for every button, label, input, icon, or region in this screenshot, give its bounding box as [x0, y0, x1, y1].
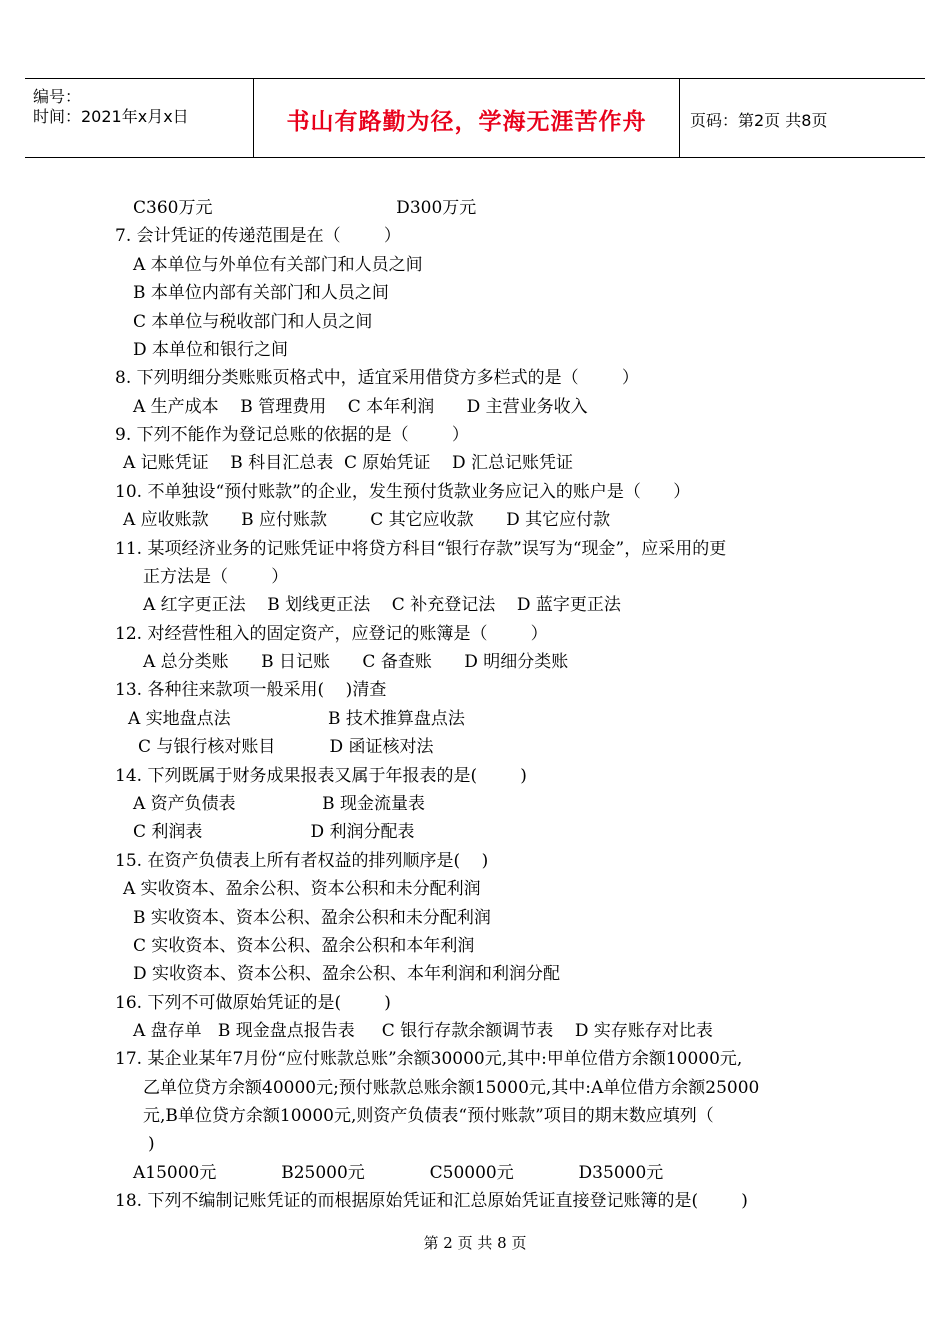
option-line: A 红字更正法 B 划线更正法 C 补充登记法 D 蓝字更正法	[143, 595, 621, 615]
option-line: D 实收资本、资本公积、盈余公积、本年利润和利润分配	[133, 964, 561, 984]
option-line: B 本单位内部有关部门和人员之间	[133, 283, 389, 303]
question-line-cont: 元,B单位贷方余额10000元,则资产负债表“预付账款”项目的期末数应填列（	[143, 1106, 714, 1126]
header-right-cell	[680, 79, 925, 157]
option-line: A 实地盘点法 B 技术推算盘点法	[128, 709, 465, 729]
option-line: D 本单位和银行之间	[133, 340, 289, 360]
option-line: A 实收资本、盈余公积、资本公积和未分配利润	[123, 879, 481, 899]
question-line: 10. 不单独设“预付账款”的企业，发生预付货款业务应记入的账户是（ ）	[115, 482, 691, 502]
time-label: 时间：2021年x月x日	[33, 107, 189, 126]
option-line: C 本单位与税收部门和人员之间	[133, 312, 373, 332]
option-line: A 记账凭证 B 科目汇总表 C 原始凭证 D 汇总记账凭证	[123, 453, 574, 473]
question-line-cont: 乙单位贷方余额40000元;预付账款总账余额15000元,其中:A单位借方余额25000	[143, 1078, 760, 1098]
question-line: 12. 对经营性租入的固定资产，应登记的账簿是（ ）	[115, 624, 548, 644]
page-label: 页码：第2页 共8页	[690, 111, 828, 130]
option-line: C 与银行核对账目 D 函证核对法	[138, 737, 434, 757]
option-line: A 资产负债表 B 现金流量表	[133, 794, 426, 814]
question-line-cont: 正方法是（ ）	[143, 567, 289, 587]
question-line-cont: )	[148, 1134, 155, 1154]
option-line: C 实收资本、资本公积、盈余公积和本年利润	[133, 936, 475, 956]
header-left-cell	[25, 79, 254, 157]
question-line: 8. 下列明细分类账账页格式中，适宜采用借贷方多栏式的是（ ）	[115, 368, 639, 388]
header-middle-cell	[254, 79, 680, 157]
question-line: 9. 下列不能作为登记总账的依据的是（ ）	[115, 425, 469, 445]
option-line: A 应收账款 B 应付账款 C 其它应收款 D 其它应付款	[123, 510, 611, 530]
number-label: 编号：	[33, 87, 82, 106]
option-line: A 本单位与外单位有关部门和人员之间	[133, 255, 423, 275]
question-line: 13. 各种往来款项一般采用( )清查	[115, 680, 387, 700]
option-line: A 生产成本 B 管理费用 C 本年利润 D 主营业务收入	[133, 397, 588, 417]
question-line: 11. 某项经济业务的记账凭证中将贷方科目“银行存款”误写为“现金”，应采用的更	[115, 539, 727, 559]
option-line: A15000元 B25000元 C50000元 D35000元	[133, 1163, 664, 1183]
question-line: 15. 在资产负债表上所有者权益的排列顺序是( )	[115, 851, 489, 871]
option-line: A 总分类账 B 日记账 C 备查账 D 明细分类账	[143, 652, 569, 672]
question-line: 17. 某企业某年7月份“应付账款总账”余额30000元,其中:甲单位借方余额10000元,	[115, 1049, 743, 1069]
question-line: 7. 会计凭证的传递范围是在（ ）	[115, 226, 401, 246]
option-line: B 实收资本、资本公积、盈余公积和未分配利润	[133, 908, 491, 928]
text-line: C360万元 D300万元	[133, 198, 477, 218]
motto: 书山有路勤为径，学海无涯苦作舟	[286, 109, 647, 135]
question-line: 18. 下列不编制记账凭证的而根据原始凭证和汇总原始凭证直接登记账簿的是( )	[115, 1191, 748, 1211]
question-line: 16. 下列不可做原始凭证的是( )	[115, 993, 391, 1013]
option-line: C 利润表 D 利润分配表	[133, 822, 415, 842]
question-line: 14. 下列既属于财务成果报表又属于年报表的是( )	[115, 766, 527, 786]
page-header	[25, 78, 925, 158]
page-footer: 第 2 页 共 8 页	[423, 1234, 527, 1252]
option-line: A 盘存单 B 现金盘点报告表 C 银行存款余额调节表 D 实存账存对比表	[133, 1021, 713, 1041]
